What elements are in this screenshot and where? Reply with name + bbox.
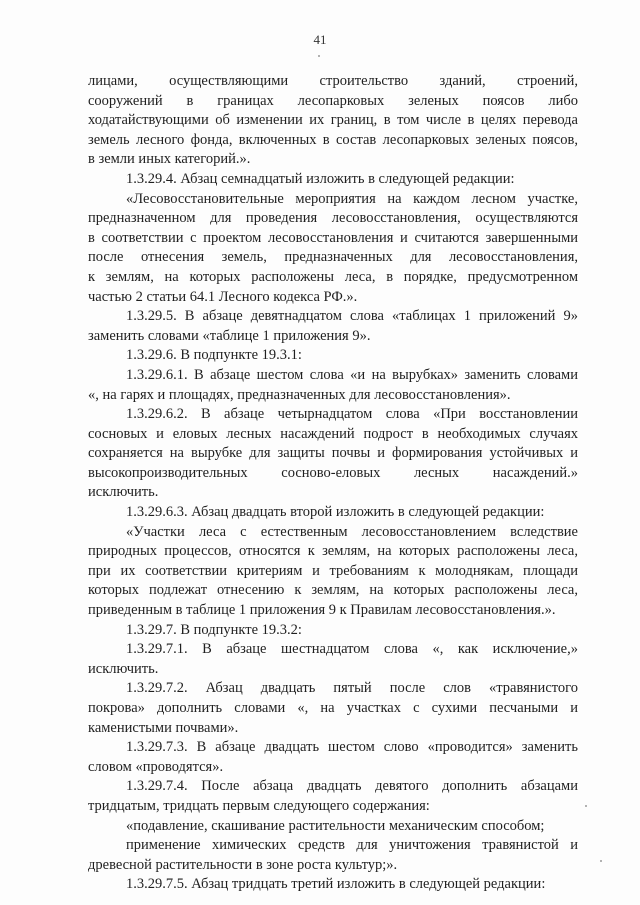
text-line: исключить.	[88, 484, 159, 501]
text-line: в земли иных категорий.».	[88, 151, 251, 168]
text-line: ходатайствующими об изменении их границ, в том числе в целях перевода	[88, 112, 578, 129]
text-line: применение химических средств для уничтожения травянистой и	[126, 837, 578, 854]
text-line: сосновых и еловых лесных насаждений подрост в необходимых случаях	[88, 425, 578, 442]
text-line: сооружений в границах лесопарковых зеленых поясов либо	[88, 92, 578, 109]
text-line: в соответствии с проектом лесовосстановления и считаются завершенными	[88, 229, 578, 246]
text-line: лицами, осуществляющими строительство зданий, строений,	[88, 73, 578, 89]
text-line: 1.3.29.6.1. В абзаце шестом слова «и на вырубках» заменить словами	[126, 366, 578, 383]
scan-speck	[318, 55, 320, 57]
text-line: 1.3.29.7.3. В абзаце двадцать шестом слово «проводится» заменить	[126, 739, 578, 756]
text-line: сохраняется на вырубке для защиты почвы и формирования устойчивых и	[88, 445, 578, 462]
text-line: земель лесного фонда, включенных в состав лесопарковых зеленых поясов,	[88, 131, 578, 148]
text-line: которых подлежат отнесению к землям, на которых расположены леса,	[88, 582, 578, 599]
text-line: природных процессов, относятся к землям, на которых расположены леса,	[88, 543, 578, 560]
text-line: каменистыми почвами».	[88, 719, 239, 736]
text-line: 1.3.29.7.1. В абзаце шестнадцатом слова «, как исключение,»	[126, 641, 578, 658]
scan-speck	[585, 805, 587, 807]
text-line: к землям, на которых расположены леса, в порядке, предусмотренном	[88, 268, 578, 285]
text-line: исключить.	[88, 660, 159, 677]
text-line: приведенным в таблице 1 приложения 9 к Правилам лесовосстановления.».	[88, 602, 556, 619]
text-line: высокопроизводительных сосново-еловых лесных насаждений.»	[88, 464, 578, 481]
text-line: после отнесения земель, предназначенных для лесовосстановления,	[88, 249, 578, 266]
text-line: 1.3.29.6.3. Абзац двадцать второй изложить в следующей редакции:	[126, 504, 545, 521]
document-body	[88, 72, 578, 895]
text-line: «подавление, скашивание растительности механическим способом;	[126, 817, 545, 834]
text-line: 1.3.29.7.2. Абзац двадцать пятый после слов «травянистого	[126, 680, 578, 697]
text-line: 1.3.29.7.5. Абзац тридцать третий изложить в следующей редакции:	[126, 876, 546, 893]
page-number: 41	[313, 32, 327, 47]
text-line: при их соответствии критериям и требованиям к молоднякам, площади	[88, 562, 578, 579]
text-line: 1.3.29.4. Абзац семнадцатый изложить в следующей редакции:	[126, 170, 515, 187]
text-line: заменить словами «таблице 1 приложения 9».	[88, 327, 371, 344]
text-line: древесной растительности в зоне роста культур;».	[88, 856, 398, 873]
text-line: предназначенном для проведения лесовосстановления, осуществляются	[88, 210, 578, 227]
text-line: словом «проводятся».	[88, 758, 224, 775]
text-line: частью 2 статьи 64.1 Лесного кодекса РФ.».	[88, 288, 358, 305]
text-line: 1.3.29.6.2. В абзаце четырнадцатом слова «При восстановлении	[126, 406, 578, 423]
text-line: «Лесовосстановительные мероприятия на каждом лесном участке,	[126, 190, 578, 207]
text-line: 1.3.29.7. В подпункте 19.3.2:	[126, 621, 302, 638]
text-line: «, на гарях и площадях, предназначенных для лесовосстановления».	[88, 386, 511, 403]
text-line: 1.3.29.6. В подпункте 19.3.1:	[126, 347, 302, 364]
text-line: 1.3.29.5. В абзаце девятнадцатом слова «таблицах 1 приложений 9»	[126, 308, 578, 325]
scan-speck	[600, 860, 602, 862]
text-line: 1.3.29.7.4. После абзаца двадцать девятого дополнить абзацами	[126, 778, 578, 795]
text-line: покрова» дополнить словами «, на участках с сухими песчаными и	[88, 700, 578, 716]
text-line: тридцатым, тридцать первым следующего содержания:	[88, 797, 430, 814]
text-line: «Участки леса с естественным лесовосстановлением вследствие	[126, 523, 578, 540]
